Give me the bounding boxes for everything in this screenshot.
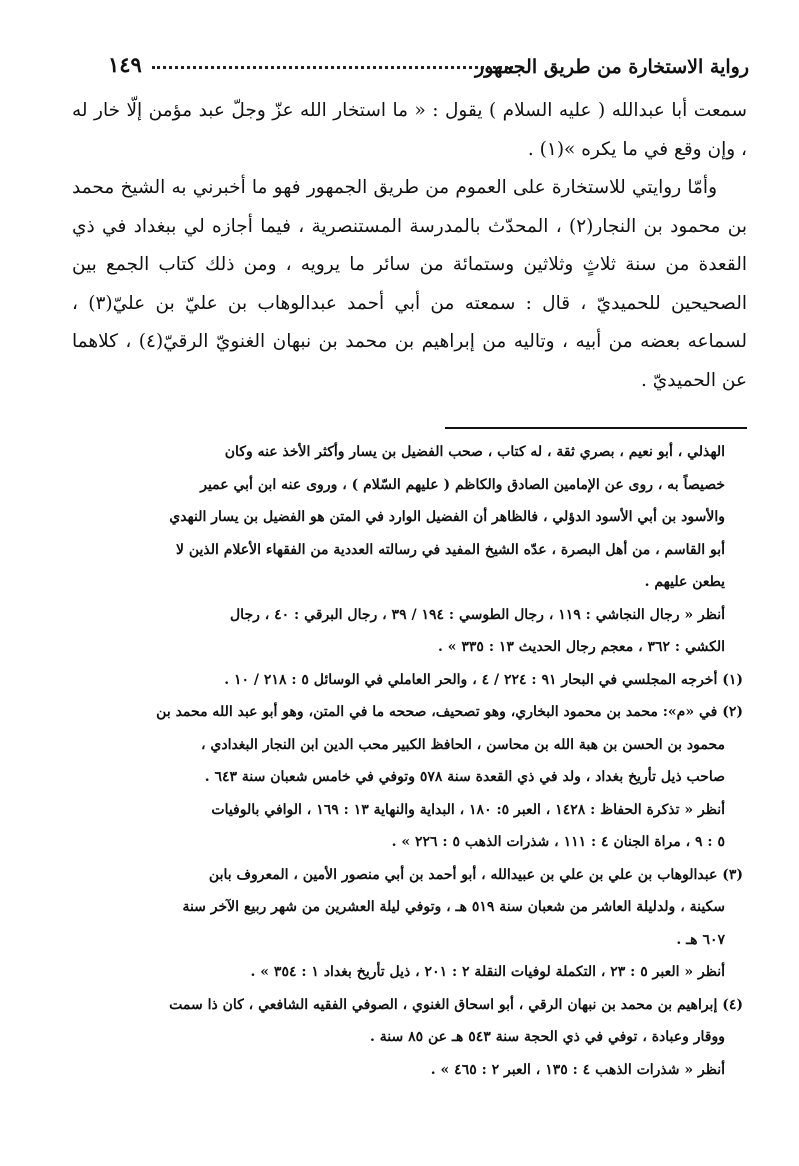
footnote-line: أنظر « شذرات الذهب ٤ : ١٣٥ ، العبر ٢ : ٤٦٥ » .: [430, 1061, 725, 1078]
footnotes: [72, 436, 743, 1086]
footnote-line: محمود بن الحسن بن هبة الله بن محاسن ، الحافظ الكبير محب الدين ابن النجار البغدادي ،: [200, 736, 725, 753]
footnote-line: يطعن عليهم .: [644, 574, 725, 590]
footnote-line: الهذلي ، أبو نعيم ، بصري ثقة ، له كتاب ، صحب الفضيل بن يسار وأكثر الأخذ عنه وكان: [224, 444, 725, 460]
footnote-2: [72, 696, 743, 859]
footnote-separator: [445, 427, 747, 429]
paragraph-1: سمعت أبا عبدالله ( عليه السلام ) يقول : « ما استخار الله عزّ وجلّ عبد مؤمن إلّا خار له ، وإن وقع في ما يكره »(١) .: [72, 100, 747, 160]
footnote-line: سكينة ، ولدليلة العاشر من شعبان سنة ٥١٩ هـ ، وتوفي ليلة العشرين من شهر ربيع الآخر سنة: [182, 899, 725, 915]
page-number: ١٤٩: [108, 52, 142, 77]
footnote-line: (٣) عبدالوهاب بن علي بن علي بن عبيدالله ، أبو أحمد بن أبي منصور الأمين ، المعروف بابن: [208, 866, 743, 883]
footnote-line: والأسود بن أبي الأسود الدؤلي ، فالظاهر أن الفضيل الوارد في المتن هو الفضيل بن يسار النهدي: [169, 509, 725, 525]
page-header: [108, 50, 749, 90]
footnote-line: خصيصاً به ، روى عن الإمامين الصادق والكاظم ( عليهم السّلام ) ، وروى عنه ابن أبي عمير: [200, 476, 725, 493]
footnote-line: ٦٠٧ هـ .: [676, 931, 725, 948]
footnote-line: (٤) إبراهيم بن محمد بن نبهان الرقي ، أبو اسحاق الغنوي ، الصوفي الفقيه الشافعي ، كان ذا سمت: [169, 996, 743, 1013]
footnote-1: [72, 664, 743, 697]
footnote-line: أنظر « العبر ٥ : ٢٣ ، التكملة لوفيات النقلة ٢ : ٢٠١ ، ذيل تأريخ بغداد ١ : ٣٥٤ » .: [250, 964, 725, 980]
footnote-line: صاحب ذيل تأريخ بغداد ، ولد في ذي القعدة سنة ٥٧٨ وتوفي في خامس شعبان سنة ٦٤٣ .: [204, 769, 725, 785]
footnote-line: (٢) في «م»: محمد بن محمود البخاري، وهو تصحيف، صححه ما في المتن، وهو أبو عبد الله محمد بن: [156, 704, 743, 720]
dotted-leader: [152, 66, 513, 69]
footnote-line: أبو القاسم ، من أهل البصرة ، عدّه الشيخ المفيد في رسالته العددية من الفقهاء الأعلام الذين لا: [175, 541, 725, 558]
running-title: رواية الاستخارة من طريق الجمهور: [475, 56, 749, 78]
footnote-line: أنظر « رجال النجاشي : ١١٩ ، رجال الطوسي : ١٩٤ / ٣٩ ، رجال البرقي : ٤٠ ، رجال: [230, 606, 725, 623]
footnote-line: أنظر « تذكرة الحفاظ : ١٤٢٨ ، العبر ٥: ١٨٠ ، البداية والنهاية ١٣ : ١٦٩ ، الوافي بالوفيات: [211, 801, 725, 818]
footnote-line: الكشي : ٣٦٢ ، معجم رجال الحديث ١٣ : ٣٣٥ » .: [438, 639, 725, 655]
footnote-line: (١) أخرجه المجلسي في البحار ٩١ : ٢٢٤ / ٤ ، والحر العاملي في الوسائل ٥ : ٢١٨ / ١٠ .: [224, 671, 743, 688]
paragraph-2: وأمّا روايتي للاستخارة على العموم من طريق الجمهور فهو ما أخبرني به الشيخ محمد بن محمود بن النجار(٢) ، المحدّث بالمدرسة المستنصرية ، فيما أجازه لي ببغداد في ذي القعدة من سنة ثلاثٍ وثلاثين وستمائة من سائر ما يرويه ، ومن ذلك كتاب الجمع بين الصحيحين للحميديّ ، قال : سمعته من أبي أحمد عبدالوهاب بن عليّ بن عليّ(٣) ، لسماعه بعضه من أبيه ، وتاليه من إبراهيم بن محمد بن نبهان الغنويّ الرقيّ(٤) ، كلاهما عن الحميديّ .: [72, 177, 748, 391]
footnote-continuation: [72, 436, 743, 664]
footnote-line: ووقار وعبادة ، توفي في ذي الحجة سنة ٥٤٣ هـ عن ٨٥ سنة .: [370, 1029, 725, 1045]
footnote-line: ٥ : ٩ ، مراة الجنان ٤ : ١١١ ، شذرات الذهب ٥ : ٢٢٦ » .: [391, 834, 725, 850]
footnote-3: [72, 859, 743, 989]
main-text: [72, 92, 747, 400]
footnote-4: [72, 989, 743, 1087]
